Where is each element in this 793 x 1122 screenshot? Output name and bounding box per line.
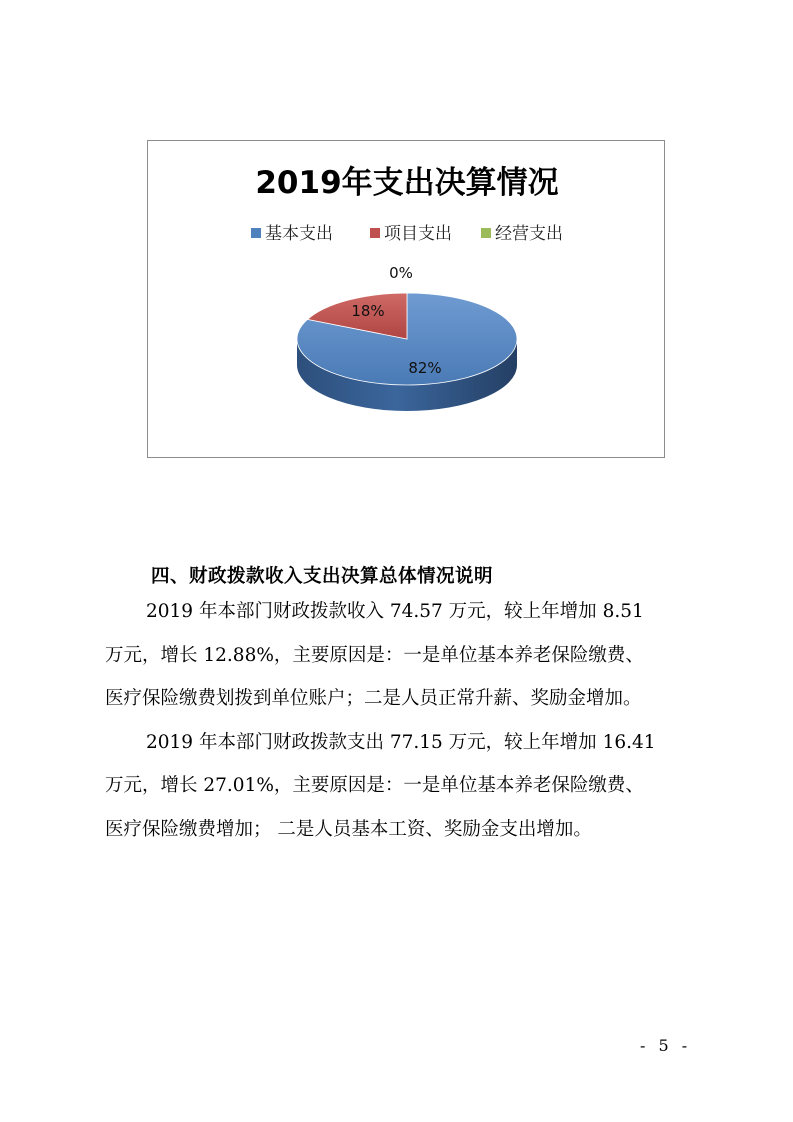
chart-title: 2019年支出决算情况 xyxy=(255,165,559,201)
pie-chart-svg xyxy=(148,141,666,459)
expenditure-pie-chart xyxy=(147,140,665,458)
page-number: - 5 - xyxy=(640,1036,692,1055)
chart-legend xyxy=(251,224,563,244)
data-label-1: 82% xyxy=(408,359,442,377)
paragraph-2-line-1: 2019 年本部门财政拨款支出 77.15 万元，较上年增加 16.41 xyxy=(146,732,656,753)
legend-label-3: 经营支出 xyxy=(495,224,563,244)
data-label-2: 18% xyxy=(351,302,385,320)
paragraph-1-line-2: 万元，增长 12.88%，主要原因是：一是单位基本养老保险缴费、 xyxy=(105,645,644,666)
data-label-3: 0% xyxy=(389,264,413,282)
legend-label-1: 基本支出 xyxy=(265,224,333,244)
legend-swatch-2 xyxy=(370,228,380,238)
pie-3d xyxy=(297,293,517,411)
legend-swatch-3 xyxy=(481,228,491,238)
section-heading: 四、财政拨款收入支出决算总体情况说明 xyxy=(151,566,494,587)
legend-label-2: 项目支出 xyxy=(384,224,452,244)
paragraph-2-line-3: 医疗保险缴费增加； 二是人员基本工资、奖励金支出增加。 xyxy=(105,819,592,840)
paragraph-2-line-2: 万元，增长 27.01%，主要原因是：一是单位基本养老保险缴费、 xyxy=(105,775,644,796)
paragraph-1-line-1: 2019 年本部门财政拨款收入 74.57 万元，较上年增加 8.51 xyxy=(146,601,644,622)
legend-swatch-1 xyxy=(251,228,261,238)
paragraph-1-line-3: 医疗保险缴费划拨到单位账户；二是人员正常升薪、奖励金增加。 xyxy=(105,688,642,709)
